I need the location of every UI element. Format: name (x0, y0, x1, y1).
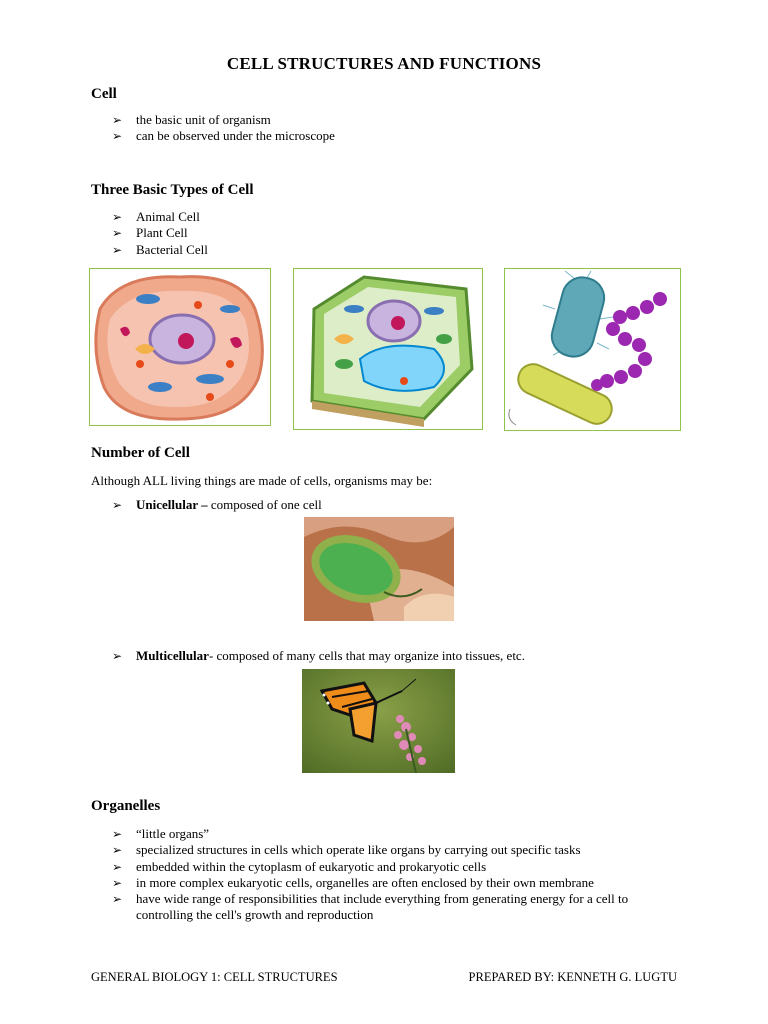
list-item: ➢ Bacterial Cell (112, 241, 208, 257)
arrowhead-bullet-icon: ➢ (112, 859, 123, 874)
list-item: ➢ Multicellular- composed of many cells that may organize into tissues, etc. (112, 648, 525, 663)
list-item: ➢ in more complex eukaryotic cells, organelles are often enclosed by their own membrane (112, 874, 594, 890)
arrowhead-bullet-icon: ➢ (112, 892, 123, 907)
footer-left: GENERAL BIOLOGY 1: CELL STRUCTURES (91, 970, 338, 984)
multicellular-list (112, 648, 692, 664)
unicellular-list (112, 497, 692, 513)
arrowhead-bullet-icon: ➢ (112, 113, 123, 127)
page-title: CELL STRUCTURES AND FUNCTIONS (226, 54, 542, 73)
animal-cell-image (89, 268, 271, 426)
section-heading-number: Number of Cell (91, 445, 190, 461)
number-intro: Although ALL living things are made of cells, organisms may be: (91, 473, 433, 488)
organelles-list (112, 826, 682, 924)
multicellular-butterfly-image (302, 669, 455, 773)
list-item: ➢ Plant Cell (112, 225, 188, 241)
arrowhead-bullet-icon: ➢ (112, 649, 123, 663)
arrowhead-bullet-icon: ➢ (112, 210, 123, 224)
arrowhead-bullet-icon: ➢ (112, 843, 123, 858)
arrowhead-bullet-icon: ➢ (112, 875, 123, 890)
list-item: ➢ the basic unit of organism (112, 112, 271, 127)
arrowhead-bullet-icon: ➢ (112, 226, 123, 241)
plant-cell-image (293, 268, 483, 430)
arrowhead-bullet-icon: ➢ (112, 242, 123, 257)
section-heading-types: Three Basic Types of Cell (91, 182, 254, 198)
unicellular-organism-image (304, 517, 454, 621)
section-heading-cell: Cell (91, 86, 117, 102)
types-list (112, 209, 692, 258)
section-heading-organelles: Organelles (91, 798, 161, 814)
list-item: ➢ “little organs” (112, 826, 210, 841)
list-item: ➢ Animal Cell (112, 209, 200, 224)
list-item: ➢ Unicellular – composed of one cell (112, 497, 322, 512)
list-item: ➢ specialized structures in cells which operate like organs by carrying out specific tasks (112, 842, 581, 858)
arrowhead-bullet-icon: ➢ (112, 827, 123, 841)
bacterial-cell-image (504, 268, 681, 431)
footer-right: PREPARED BY: KENNETH G. LUGTU (468, 970, 677, 984)
list-item: ➢ can be observed under the microscope (112, 128, 335, 144)
list-item: ➢ have wide range of responsibilities that include everything from generating energy for a cell to controlling the cell's growth and reproduction (112, 891, 629, 923)
arrowhead-bullet-icon: ➢ (112, 498, 123, 512)
cell-list (112, 112, 692, 145)
list-item: ➢ embedded within the cytoplasm of eukaryotic and prokaryotic cells (112, 858, 487, 874)
arrowhead-bullet-icon: ➢ (112, 129, 123, 144)
